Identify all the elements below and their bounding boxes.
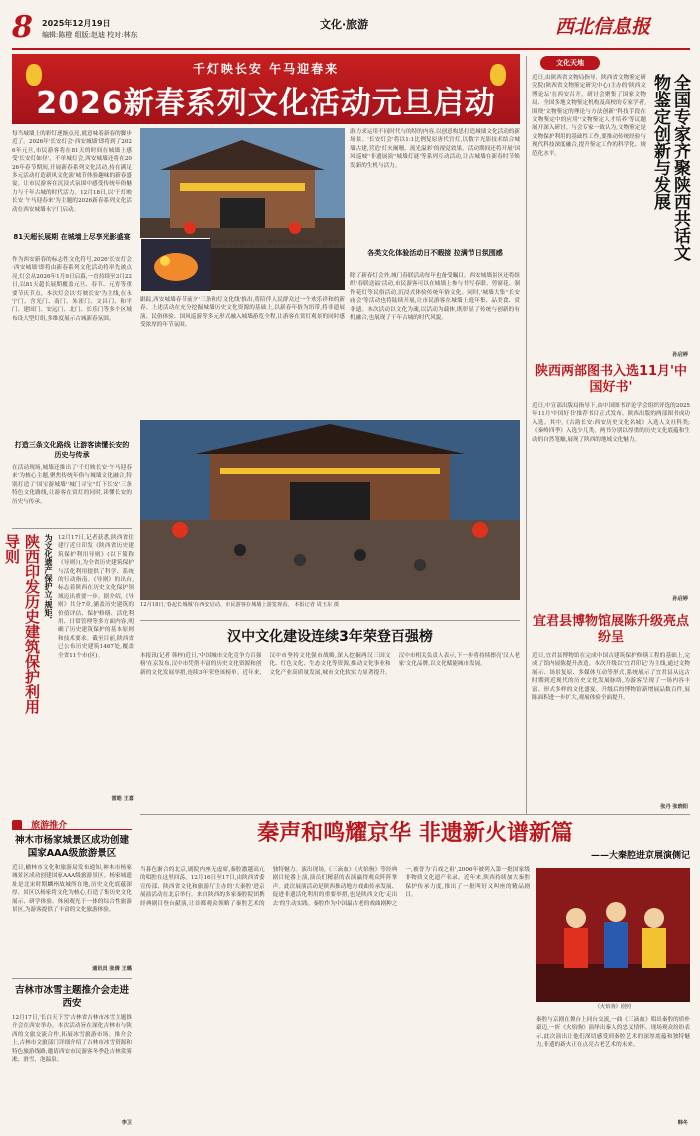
news2-body: 近日,中宣部出版局指导下,由中国图书评论学会组织评选的2025年11月'中国好书'推荐书目正式发布。陕西出版的两部图书成功入选。其中,《古韵长安:西安历史文化名城》入选人文社科类;《秦岭四季》入选少儿类。两书分别以厚重的历史文化底蕴和生动的自然笔触,展现了陕西的地域文化魅力。 xyxy=(532,403,690,443)
travel-item2-body: 12月17日,'长白天下雪'吉林省吉林市冰雪主题推介会在西安举办。本次活动旨在深化吉林市与陕西的文旅交流合作,拓展冰雪旅游市场。推介会上,吉林市文旅部门详细介绍了吉林市冰雪资源和特色旅游线路,邀请西安市民游客冬季赴吉林赏雾凇、滑雪、泡温泉。 xyxy=(12,1015,132,1064)
banner-sub1: 81天超长展期 在城墙上尽享光影盛宴 xyxy=(13,233,131,241)
banner-sub2: 打造三条文化路线 让游客读懂长安的历史与传承 xyxy=(14,441,130,459)
bottom-body-right: 秦腔与京剧在舞台上同台交流,一曲《三滴血》唱出秦腔的质朴豪迈,一折《火焰驹》演绎出秦人的忠义情怀。现场观众纷纷表示,此次演出让他们深切感受到秦腔艺术的深厚底蕴和独特魅力,非遗的新火正在点亮古老艺术的未来。 xyxy=(536,1017,690,1049)
left-feature-subtitle: 为文化遗产保护立'规矩' xyxy=(44,534,53,619)
photo-crowd xyxy=(140,420,520,600)
bottom-author: 韩冬 xyxy=(677,1120,688,1126)
editors-line: 编辑:陈橙 组版:赵迪 校对:林东 xyxy=(42,31,138,39)
middle-title: 汉中文化建设连续3年荣登百强榜 xyxy=(227,629,433,645)
middle-body: 本报讯(记者 韩梓)近日,'中国城市文化竞争力百强榜'在京发布,汉中市凭借丰富的历史文化资源和创新的文化发展举措,连续3年荣登该榜单。近年来,汉中市坚持文化强市战略,深入挖掘两汉三国文化、红色文化、生态文化等资源,推动文化事业和文化产业高质量发展,城市文化软实力显著提升。汉中市相关负责人表示,下一步将持续擦亮'汉人老家'文化品牌,以文化赋能城市发展。 xyxy=(140,653,520,676)
header-rule xyxy=(12,48,690,50)
bottom-headline: 秦声和鸣耀京华 非遗新火谱新篇 xyxy=(257,821,573,846)
right-author1: 孙启婷 xyxy=(672,352,688,358)
page-header xyxy=(0,0,700,58)
divider-left-feature xyxy=(12,528,132,529)
banner-mid-col: 跟踪,西安城墙春节前夕'三条和灯文化线'推出,将陪伴人民群众过一个欢乐祥和的新春。上述活动在充分挖掘城墙历史文化资源的基础上,以新春年俗为纽带,将非遗展演、民俗体验、国风巡游等多元形式融入城墙游览全程,让游客在赏灯观景的同时感受浓厚的年节氛围。 xyxy=(140,297,345,329)
banner-right-col: 游力求运用不同时代与的特的内容,以创意构思打造城墙文化活动的新场景。'长安灯会'将以1:1比例复原唐代宫灯,以数字光影技术结合城墙古建,营造'灯火阑珊、流光溢彩'的视觉效果。活动期间还将开展'国风巡城''非遗展演''城墙灯谜'等系列互动活动,让古城墙在新春时节焕发新的生机与活力。 xyxy=(350,129,520,169)
divider-right xyxy=(526,56,527,814)
left-feature-body: 12月17日,记者获悉,陕西省住建厅近日印发《陕西省历史建筑保护利用导则》(以下简称《导则》),为全省历史建筑保护与活化利用提供了科学、系统的行动指南。《导则》的出台,标志着陕西在历史文化保护领域迈出重要一步。据介绍,《导则》共分7章,涵盖历史建筑的价值评估、保护修缮、活化利用、日常管理等多方面内容,明确了历史建筑保护的基本原则和技术要求。截至目前,陕西省已公布历史建筑1467处,覆盖全省11个市(区)。 xyxy=(58,535,134,659)
banner-lead: 每当城墙上的彩灯逐渐点亮,就意味着新春的脚步近了。2026年'长安灯会·西安城墙'即将到了2026年元旦,市民游客将在81天的时间在城墙上感受'长安灯如昼'。不单城灯会,西安城墙还将在2026年春节期间,开展新春系列文化活动,持在满足多元活动打造新风文化演'城节体验趣味的新春盛宴。让市民游客在沉浸式氛围中感受传统年俗魅力与千年古城的时代活力。12月18日,以'千灯映长安 午马迎春来'为主题的2026新春系列文化活动在西安城墙永宁门启动。 xyxy=(12,131,132,213)
travel-pin-icon xyxy=(12,820,22,830)
left-feature-author: 雷皓 王喜 xyxy=(111,796,134,802)
banner-headline: 2026新春系列文化活动元旦启动 xyxy=(36,86,496,121)
photo-opera xyxy=(536,868,690,1002)
photo-horse-lantern xyxy=(140,238,210,290)
left-feature-title: 陕西印发历史建筑保护利用导则 xyxy=(3,534,41,714)
lantern-right-icon xyxy=(490,64,506,86)
travel-item1-author: 通讯员 张倩 王璐 xyxy=(92,966,132,972)
culture-label-text: 文化天地 xyxy=(556,59,584,67)
lantern-left-icon xyxy=(26,64,42,86)
news2-title: 陕西两部图书入选11月'中国好书' xyxy=(534,364,688,395)
bottom-body: 当暮色渐合的北京,剧院内座无虚席,秦腔激越高亢的唱腔在这里回荡。12月16日至17日,由陕西省委宣传部、陕西省文化和旅游厅主办的'大秦腔'进京展演活动在北京举行。来自陕西的多家秦腔院团携经典剧目登台献演,让首都观众领略了秦腔艺术的独特魅力。演出现场,《三滴血》《火焰驹》等经典剧目轮番上演,演员们精湛的表演赢得观众阵阵掌声。此次展演活动是陕西推动地方戏曲传承发展、促进非遗活化利用的重要举措,也是陕西文化'走出去'的生动实践。秦腔作为中国最古老的戏曲剧种之一,被誉为'百戏之祖',2006年被列入第一批国家级非物质文化遗产名录。近年来,陕西持续加大秦腔保护传承力度,推出了一批叫好又叫座的精品剧目。 xyxy=(140,867,530,907)
news3-body: 近日,宜君县博物馆在完成中国古建筑保护修缮工程的基础上,完成了馆内展陈提升改造。本次升级以'宜君印记'为主线,通过文物展示、场景复原、多媒体互动等形式,系统展示了宜君县从远古时期到近现代的历史文化发展脉络,为游客呈现了一场内容丰富、形式多样的文化盛宴。升级后的博物馆新增展品数百件,展陈面积进一步扩大,观展体验全面提升。 xyxy=(532,653,690,702)
banner-sub3: 各类文化体验活动日不暇接 拉满节日氛围感 xyxy=(367,249,503,257)
photo2-caption: 12月18日,'春起长城城'在西安启动。市民游客在城墙上游览观看。 本报记者 周玉东 摄 xyxy=(140,602,340,608)
news3-title: 宜君县博物馆展陈升级亮点纷呈 xyxy=(532,614,689,645)
right-title: 全国专家齐聚陕西共话文物鉴定创新与发展 xyxy=(650,74,690,261)
divider-bottom xyxy=(140,814,690,815)
travel-label xyxy=(12,814,132,830)
photo1-caption: 市民在'千灯映长安·午马迎春来'活动现场观灯。 李明 摄 xyxy=(212,240,340,246)
divider-travel xyxy=(12,978,132,979)
travel-item1-body: 近日,榆林市文化和旅游局发布通知,神木市杨家城景区成功创建国家AAA级旅游景区。杨家城遗址是北宋时期麟州故城所在地,历史文化底蕴深厚。景区以杨家将文化为核心,打造了集历史文化展示、研学体验、休闲观光于一体的综合性旅游景区,为游客提供了丰富的文化旅游体验。 xyxy=(12,865,132,914)
issue-date: 2025年12月19日 xyxy=(42,19,111,28)
travel-item1-title: 神木市杨家城景区成功创建国家AAA级旅游景区 xyxy=(14,835,129,859)
divider-middle xyxy=(140,620,520,621)
right-author2: 孙启婷 xyxy=(672,596,688,602)
right-author3: 张丹 张晓阳 xyxy=(660,804,688,810)
banner-kicker: 千灯映长安 午马迎春来 xyxy=(192,62,340,76)
travel-item2-author: 李卫 xyxy=(121,1120,132,1126)
travel-item2-title: 吉林市冰雪主题推介会走进西安 xyxy=(14,985,129,1009)
right-body: 近日,由陕西省文物局指导、陕西省文物鉴定研究院(陕西省文物鉴定研究中心)主办的'陕西文博论坛'在西安召开。研讨会聚集了国家文物局、全国多地文物鉴定机构及高校的专家学者,围绕'文物鉴定的理论与方法创新''科技手段在文物鉴定中的应用''文物鉴定人才培养'等议题展开深入研讨。与会专家一致认为,文物鉴定是文物保护利用的基础性工作,要推动传统经验与现代科技深度融合,提升鉴定工作的科学化、规范化水平。 xyxy=(532,75,646,157)
section-label: 文化·旅游 xyxy=(320,18,369,31)
banner-sub3-body: 除了新春灯会外,城门春联活动每年也备受瞩目。西安城墙景区还将组织'春联送福'活动,市民游客可以在城墙上参与书写春联、剪窗花、制作花灯等民俗活动,沉浸式体验传统年俗文化。同时,'城墙大集''长安庙会'等活动也将陆续开展,让市民游客在城墙上逛年集、品美食、赏非遗。本次活动以文化为魂,以活动为载体,既彰显了传统与创新的有机融合,也展现了千年古城的时代风貌。 xyxy=(350,273,520,322)
banner-sub1-body: 作为西安新春的标志性文化符号,2026'长安灯会·西安城墙'即将由新春系列文化活动将率先被点亮,灯会从2026年1月9日启幕,一直持续至3月22日,以81天超长展期覆盖元旦、春节、元宵等重要节庆节点。本次灯会以'灯映长安'为主线,在永宁门、含光门、南门、朱雀门、文昌门、和平门、建国门、安远门、北门、长乐门等多个区域布设大型灯组,多维度展示古城新春氛围。 xyxy=(12,257,132,322)
travel-label-text: 旅游推介 xyxy=(31,821,68,831)
bottom-subhead: ——大秦腔进京展演侧记 xyxy=(590,851,690,861)
masthead-logo: 西北信息报 xyxy=(555,16,651,38)
banner xyxy=(12,54,520,124)
culture-label xyxy=(540,56,600,70)
page-number: 8 xyxy=(12,10,33,45)
banner-sub2-body: 在活动现场,城墙还推出了'千灯映长安·午马迎春来'为核心主题,聚焦传统年俗与城墙文化融合,特别打造了'国宝游城墙''城门寻宝''灯下长安'三条特色文化路线,让游客在赏灯的同时,读懂长安的历史与传承。 xyxy=(12,465,132,505)
opera-photo-caption: 《火焰驹》剧照 xyxy=(594,1004,632,1010)
